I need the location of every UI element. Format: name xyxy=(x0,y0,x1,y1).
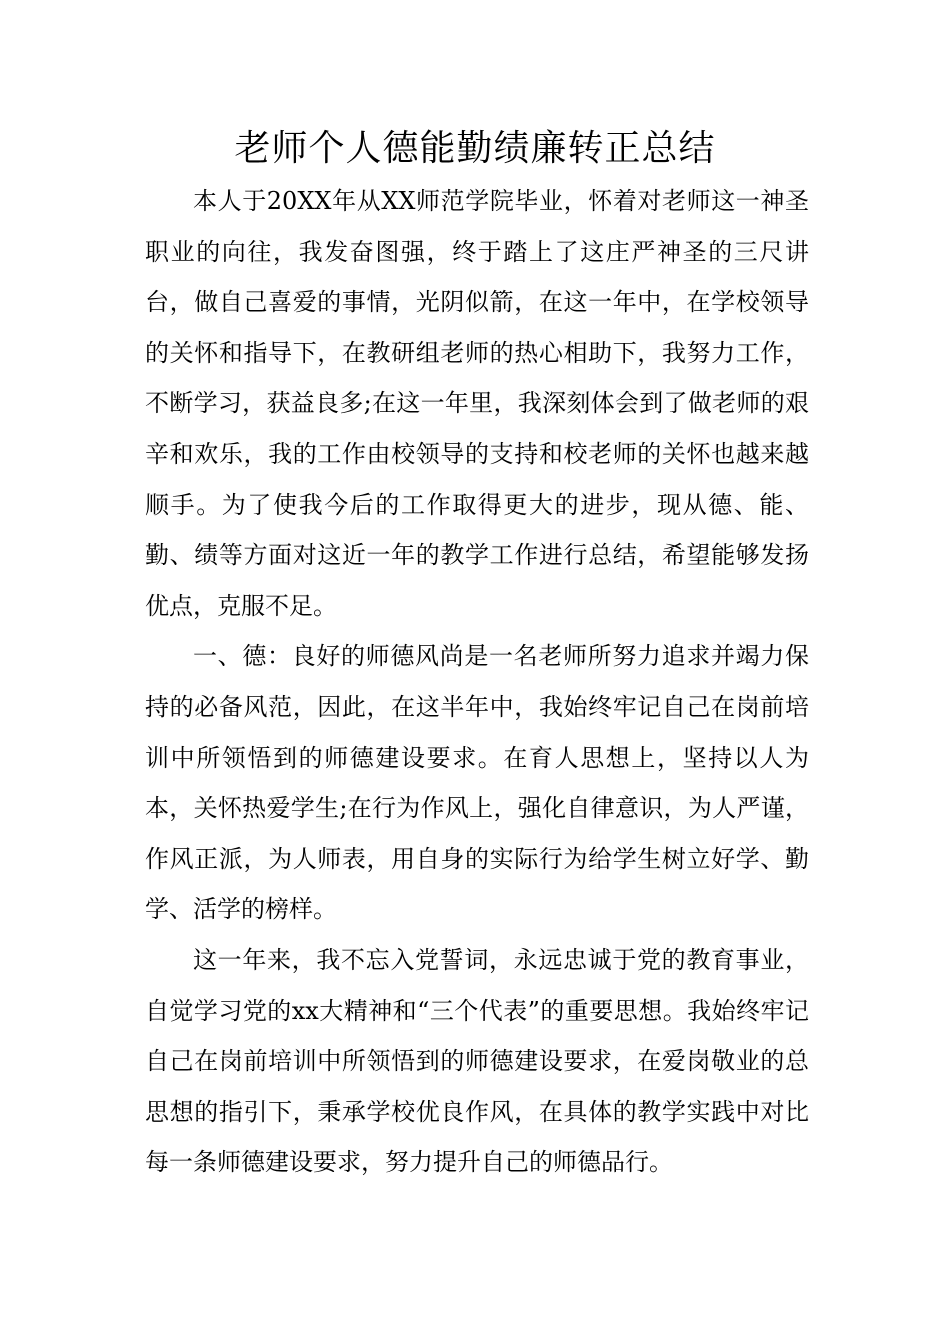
paragraph-intro: 本人于20XX年从XX师范学院毕业，怀着对老师这一神圣职业的向往，我发奋图强，终于踏上了这庄严神圣的三尺讲台，做自己喜爱的事情，光阴似箭，在这一年中，在学校领导的关怀和指导下，在教研组老师的热心相助下，我努力工作，不断学习，获益良多;在这一年里，我深刻体会到了做老师的艰辛和欢乐，我的工作由校领导的支持和校老师的关怀也越来越顺手。为了使我今后的工作取得更大的进步，现从德、能、勤、绩等方面对这近一年的教学工作进行总结，希望能够发扬优点，克服不足。 xyxy=(145,187,809,620)
document-body xyxy=(145,176,809,1188)
paragraph-morality: 一、德：良好的师德风尚是一名老师所努力追求并竭力保持的必备风范，因此，在这半年中，我始终牢记自己在岗前培训中所领悟到的师德建设要求。在育人思想上，坚持以人为本，关怀热爱学生;在行为作风上，强化自律意识，为人严谨，作风正派，为人师表，用自身的实际行为给学生树立好学、勤学、活学的榜样。 xyxy=(145,642,809,924)
document-title: 老师个人德能勤绩廉转正总结 xyxy=(234,128,716,169)
paragraph-party-loyalty: 这一年来，我不忘入党誓词，永远忠诚于党的教育事业，自觉学习党的xx大精神和“三个代表”的重要思想。我始终牢记自己在岗前培训中所领悟到的师德建设要求，在爱岗敬业的总思想的指引下，秉承学校优良作风，在具体的教学实践中对比每一条师德建设要求，努力提升自己的师德品行。 xyxy=(145,945,809,1177)
